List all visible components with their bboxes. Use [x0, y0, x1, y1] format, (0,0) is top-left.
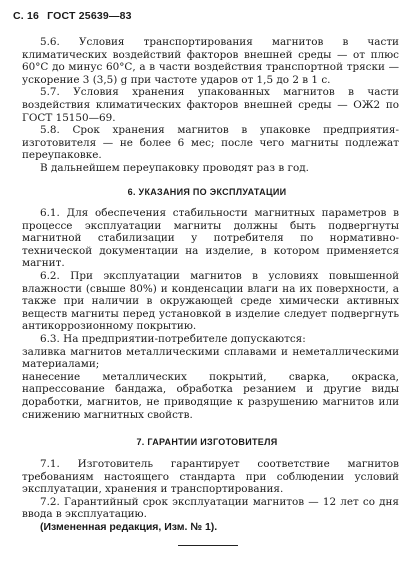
- page-number: С. 16: [13, 10, 40, 22]
- closing-rule: [178, 545, 238, 546]
- clause-5-6: 5.6. Условия транспортирования магнитов в части климатических воздействий факторов внешней среды — от плюс 60°С до минус 60°С, а в части воздействия транспортной тряски — ускорение 3 (3,5) g при частоте ударов от 1,5 до 2 в 1 с.: [22, 36, 399, 86]
- clause-5-7: 5.7. Условия хранения упакованных магнитов в части воздействия климатических факторов внешней среды — ОЖ2 по ГОСТ 15150—69.: [22, 86, 399, 124]
- amendment-note: (Измененная редакция, Изм. № 1).: [40, 520, 218, 533]
- clause-7-1: 7.1. Изготовитель гарантирует соответствие магнитов требованиям настоящего стандарта при соблюдении условий эксплуатации, хранения и транспортирования.: [22, 458, 399, 496]
- section-6-body: [22, 207, 399, 421]
- section-7-title: 7. ГАРАНТИИ ИЗГОТОВИТЕЛЯ: [136, 437, 278, 447]
- section-7-body: [22, 458, 399, 534]
- clause-6-2: 6.2. При эксплуатации магнитов в условиях повышенной влажности (свыше 80%) и конденсации влаги на их поверхности, а также при наличии в окружающей среде химически активных веществ магниты перед установкой в изделие следует подвергнуть антикоррозионному покрытию.: [22, 269, 399, 333]
- clause-5-8: 5.8. Срок хранения магнитов в упаковке предприятия-изготовителя — не более 6 мес; после чего магниты подлежат переупаковке.: [22, 124, 399, 162]
- section-6-title: 6. УКАЗАНИЯ ПО ЭКСПЛУАТАЦИИ: [127, 187, 287, 197]
- clause-7-2: 7.2. Гарантийный срок эксплуатации магнитов — 12 лет со дня ввода в эксплуатацию.: [22, 495, 399, 521]
- permitted-item-2: нанесение металлических покрытий, сварка, окраска, напрессование бандажа, обработка резанием и другие виды доработки, магнитов, не приводящие к разрушению магнитов или снижению магнитных свойств.: [22, 370, 399, 421]
- page-header: [13, 10, 132, 22]
- transport-storage-clauses: [22, 36, 399, 175]
- clause-6-1: 6.1. Для обеспечения стабильности магнитных параметров в процессе эксплуатации магниты должны быть подвергнуты магнитной стабилизации у потребителя по нормативно-технической документации на изделие, в котором применяется магнит.: [22, 207, 399, 270]
- standard-code: ГОСТ 25639—83: [47, 10, 132, 22]
- repacking-note: В дальнейшем переупаковку проводят раз в год.: [40, 161, 309, 174]
- permitted-item-1: заливка магнитов металлическими сплавами и неметаллическими материалами;: [22, 345, 399, 371]
- clause-6-3: 6.3. На предприятии-потребителе допускаются:: [40, 332, 306, 345]
